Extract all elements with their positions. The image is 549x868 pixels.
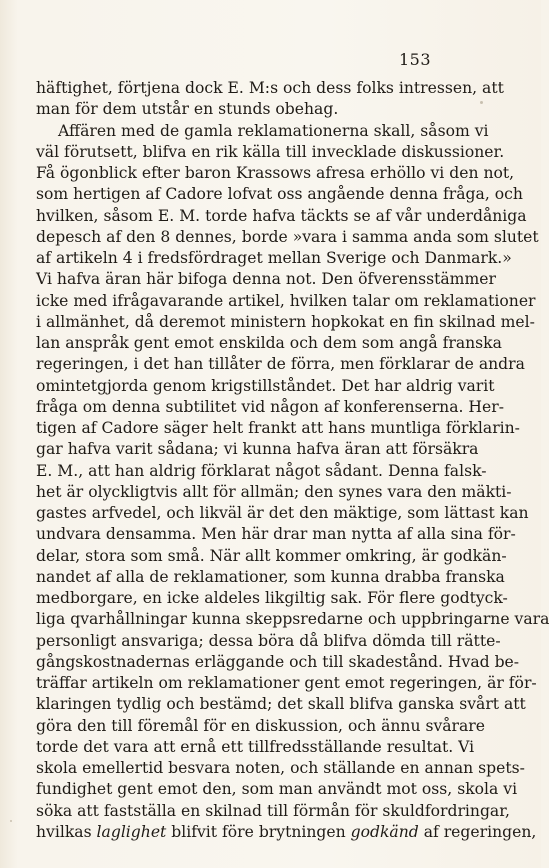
text-fragment: af regeringen, <box>418 822 537 841</box>
text-line: fundighet gent emot den, som man användt mot oss, skola vi <box>36 780 518 799</box>
text-line: torde det vara att ernå ett tillfredsställande resultat. Vi <box>36 737 475 756</box>
text-line: i allmänhet, då deremot ministern hopkokat en fin skilnad mel- <box>36 312 535 331</box>
text-line: personligt ansvariga; dessa böra då blifva dömda till rätte- <box>36 631 501 650</box>
page-number: 153 <box>398 50 431 69</box>
text-line: lan anspråk gent emot enskilda och dem som angå franska <box>36 334 502 352</box>
text-line: träffar artikeln om reklamationer gent emot regeringen, är för- <box>36 674 537 692</box>
text-line: depesch af den 8 dennes, borde »vara i samma anda som slutet <box>36 227 539 246</box>
text-line: af artikeln 4 i fredsfördraget mellan Sverige och Danmark.» <box>36 249 512 267</box>
text-line: fråga om denna subtilitet vid någon af konferenserna. Her- <box>36 397 504 416</box>
text-line: delar, stora som små. När allt kommer omkring, är godkän- <box>36 546 507 565</box>
text-line: Affären med de gamla reklamationerna skall, såsom vi <box>58 121 489 140</box>
text-line: söka att fastställa en skilnad till förmån för skuldfordringar, <box>36 801 510 820</box>
text-line: häftighet, förtjena dock E. M:s och dess folks intressen, att <box>36 79 504 97</box>
text-line: som hertigen af Cadore lofvat oss angående denna fråga, och <box>36 185 523 204</box>
text-line <box>36 822 537 843</box>
text-line: väl förutsett, blifva en rik källa till invecklade diskussioner. <box>36 142 505 161</box>
text-line: hvilken, såsom E. M. torde hafva täckts se af vår underdåniga <box>36 206 527 225</box>
text-line: Få ögonblick efter baron Krassows afresa erhöllo vi den not, <box>36 164 515 182</box>
text-line: E. M., att han aldrig förklarat något sådant. Denna falsk- <box>36 461 487 480</box>
body-text <box>36 78 549 843</box>
text-line: regeringen, i det han tillåter de förra, men förklarar de andra <box>36 355 525 374</box>
text-line: undvara densamma. Men här drar man nytta af alla sina för- <box>36 525 516 544</box>
text-line: nandet af alla de reklamationer, som kunna drabba franska <box>36 567 505 586</box>
text-line: göra den till föremål för en diskussion, och ännu svårare <box>36 716 485 735</box>
text-line: icke med ifrågavarande artikel, hvilken talar om reklamationer <box>36 291 536 310</box>
text-line: het är olyckligtvis allt för allmän; den synes vara den mäkti- <box>36 482 512 501</box>
italic-word: laglighet <box>96 822 167 841</box>
text-line: omintetgjorda genom krigstillståndet. Det har aldrig varit <box>36 376 495 395</box>
text-line: gångskostnadernas erläggande och till skadestånd. Hvad be- <box>36 652 520 671</box>
text-line: man för dem utstår en stunds obehag. <box>36 100 339 119</box>
paper-speck <box>480 101 483 104</box>
text-line: gastes arfvedel, och likväl är det den mäktige, som lättast kan <box>36 504 529 522</box>
text-line: medborgare, en icke aldeles likgiltig sak. För flere godtyck- <box>36 589 508 607</box>
text-line: Vi hafva äran här bifoga denna not. Den öfverensstämmer <box>36 270 496 289</box>
text-line: skola emellertid besvara noten, och ställande en annan spets- <box>36 759 525 777</box>
paper-speck <box>10 820 12 822</box>
italic-word: godkänd <box>350 822 419 841</box>
text-line: tigen af Cadore säger helt frankt att hans muntliga förklarin- <box>36 419 520 437</box>
text-line: liga qvarhållningar kunna skeppsredarne och uppbringarne vara <box>36 610 549 629</box>
text-fragment: hvilkas <box>36 822 97 841</box>
text-line: gar hafva varit sådana; vi kunna hafva äran att försäkra <box>36 440 479 459</box>
text-line: klaringen tydlig och bestämd; det skall blifva ganska svårt att <box>36 695 526 714</box>
text-fragment: blifvit före brytningen <box>166 822 351 841</box>
